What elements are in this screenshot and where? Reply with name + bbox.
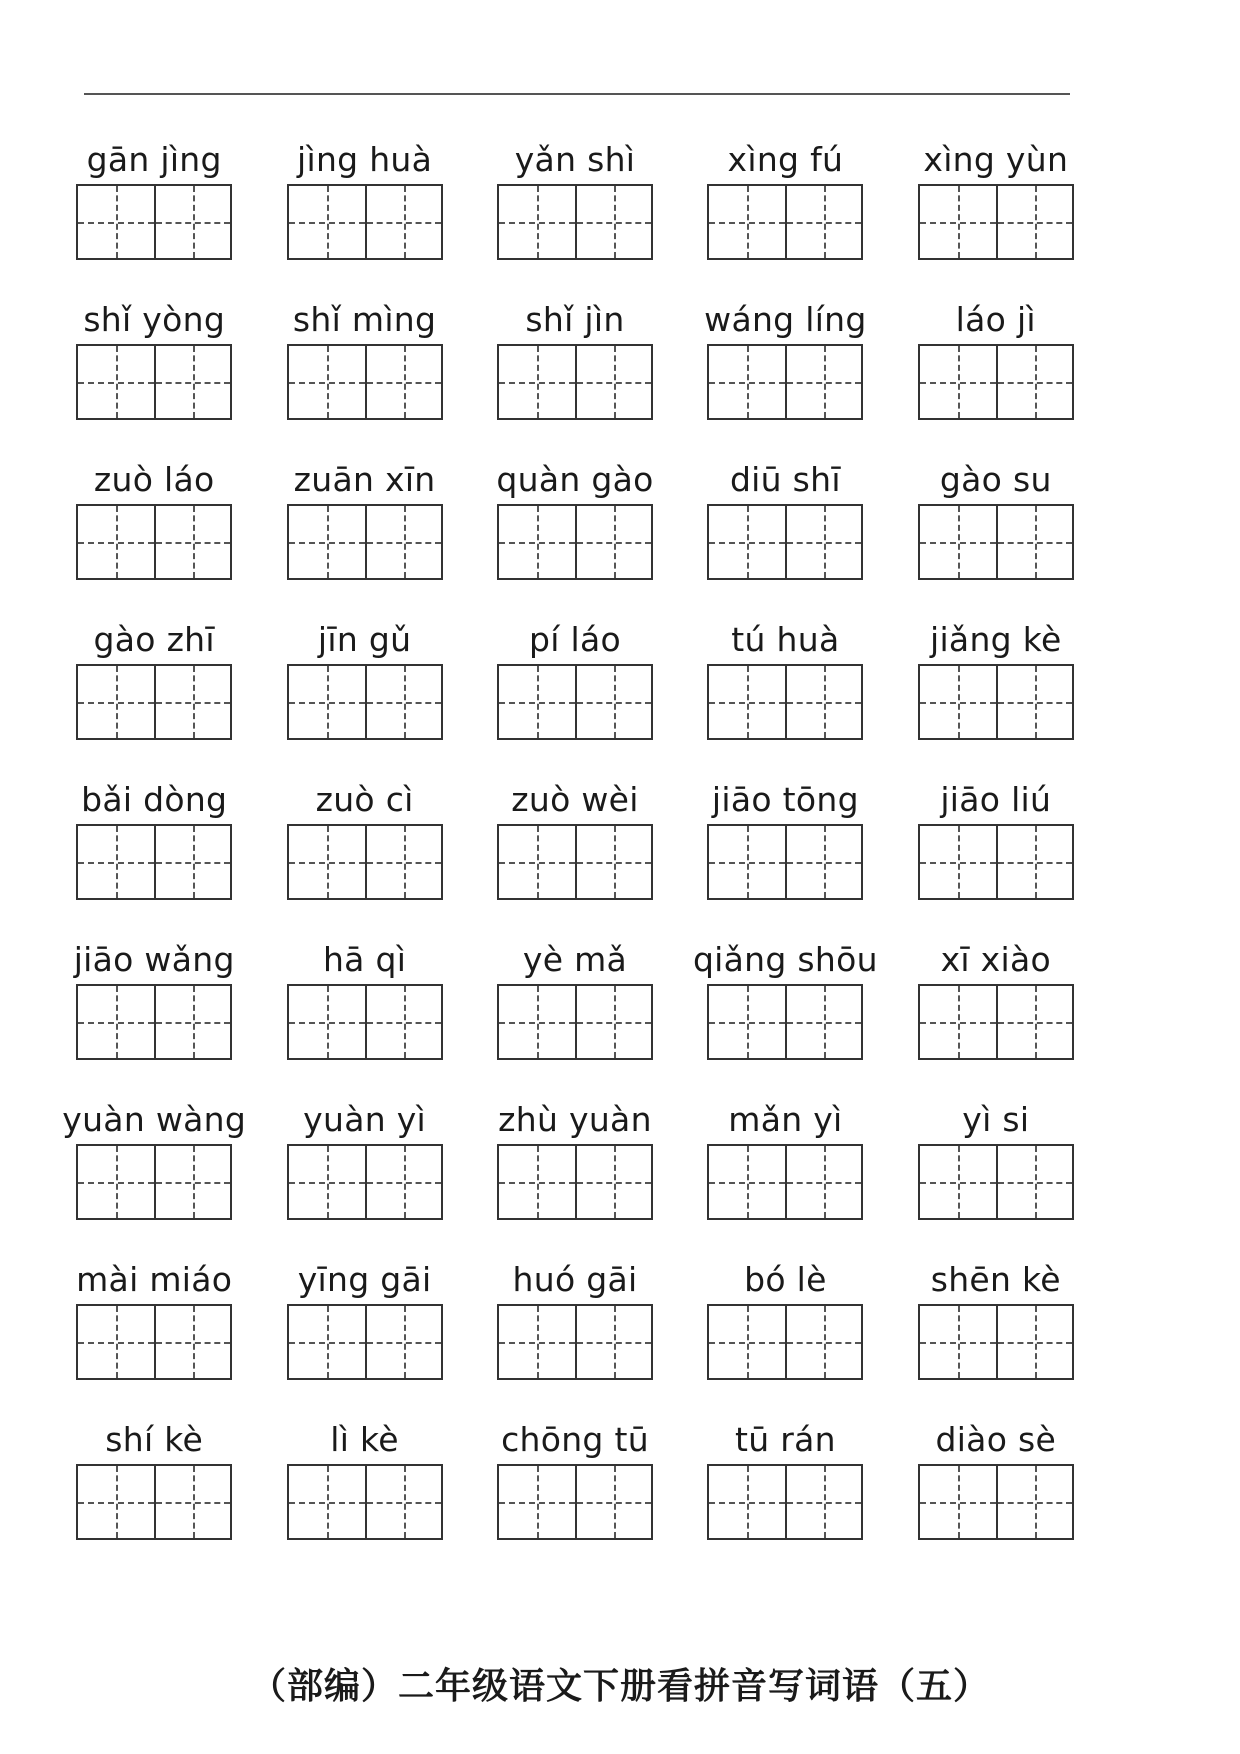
tian-zi-cell[interactable] (365, 346, 441, 418)
writing-grid[interactable] (707, 504, 863, 580)
word-item (691, 300, 879, 420)
writing-grid[interactable] (287, 1464, 443, 1540)
pinyin-label: yì si (962, 1100, 1030, 1139)
tian-zi-cell[interactable] (920, 186, 996, 258)
writing-grid[interactable] (287, 1144, 443, 1220)
pinyin-label: bǎi dòng (81, 780, 228, 819)
tian-zi-cell[interactable] (289, 186, 365, 258)
tian-zi-cell[interactable] (785, 1146, 861, 1218)
tian-zi-cell[interactable] (154, 666, 230, 738)
pinyin-label: wáng líng (704, 300, 867, 339)
tian-zi-cell[interactable] (365, 186, 441, 258)
writing-grid[interactable] (287, 344, 443, 420)
word-item (902, 1100, 1090, 1220)
tian-zi-cell[interactable] (709, 1146, 785, 1218)
pinyin-label: mǎn yì (728, 1100, 843, 1139)
tian-zi-cell[interactable] (78, 506, 154, 578)
tian-zi-cell[interactable] (78, 1306, 154, 1378)
writing-grid[interactable] (918, 984, 1074, 1060)
pinyin-label: zuò wèi (511, 780, 639, 819)
word-item (481, 1260, 669, 1380)
writing-grid[interactable] (918, 664, 1074, 740)
word-item (270, 300, 458, 420)
tian-zi-cell[interactable] (154, 826, 230, 898)
pinyin-label: gān jìng (86, 140, 222, 179)
pinyin-label: láo jì (955, 300, 1036, 339)
tian-zi-cell[interactable] (575, 1146, 651, 1218)
word-row-5 (60, 780, 1090, 900)
tian-zi-cell[interactable] (709, 346, 785, 418)
pinyin-label: jiāo wǎng (73, 940, 235, 979)
writing-grid[interactable] (497, 184, 653, 260)
word-item (902, 1420, 1090, 1540)
tian-zi-cell[interactable] (996, 1466, 1072, 1538)
word-item (691, 140, 879, 260)
word-item (691, 620, 879, 740)
writing-grid[interactable] (918, 824, 1074, 900)
pinyin-label: diū shī (729, 460, 841, 499)
tian-zi-cell[interactable] (499, 1466, 575, 1538)
pinyin-label: yè mǎ (522, 940, 628, 979)
pinyin-label: jiāo tōng (711, 780, 859, 819)
tian-zi-cell[interactable] (996, 186, 1072, 258)
tian-zi-cell[interactable] (996, 506, 1072, 578)
tian-zi-cell[interactable] (499, 346, 575, 418)
word-item (60, 460, 248, 580)
writing-grid[interactable] (76, 824, 232, 900)
word-item (60, 1260, 248, 1380)
tian-zi-cell[interactable] (154, 506, 230, 578)
pinyin-label: zuò cì (315, 780, 414, 819)
tian-zi-cell[interactable] (499, 506, 575, 578)
pinyin-label: yǎn shì (514, 140, 636, 179)
pinyin-label: xìng fú (727, 140, 844, 179)
tian-zi-cell[interactable] (365, 826, 441, 898)
tian-zi-cell[interactable] (154, 186, 230, 258)
word-item (270, 780, 458, 900)
tian-zi-cell[interactable] (289, 666, 365, 738)
tian-zi-cell[interactable] (575, 186, 651, 258)
tian-zi-cell[interactable] (499, 1306, 575, 1378)
pinyin-label: xī xiào (940, 940, 1051, 979)
writing-grid[interactable] (497, 504, 653, 580)
pinyin-label: lì kè (330, 1420, 399, 1459)
writing-grid[interactable] (497, 664, 653, 740)
word-item (481, 620, 669, 740)
word-item (270, 620, 458, 740)
tian-zi-cell[interactable] (499, 186, 575, 258)
tian-zi-cell[interactable] (154, 986, 230, 1058)
word-item (60, 940, 248, 1060)
pinyin-label: gào su (939, 460, 1052, 499)
writing-grid[interactable] (287, 1304, 443, 1380)
writing-grid[interactable] (918, 1464, 1074, 1540)
tian-zi-cell[interactable] (78, 1466, 154, 1538)
tian-zi-cell[interactable] (154, 1466, 230, 1538)
pinyin-label: shí kè (105, 1420, 204, 1459)
tian-zi-cell[interactable] (709, 666, 785, 738)
word-item (60, 620, 248, 740)
pinyin-label: chōng tū (501, 1420, 649, 1459)
word-item (60, 780, 248, 900)
writing-grid[interactable] (707, 664, 863, 740)
tian-zi-cell[interactable] (996, 666, 1072, 738)
pinyin-label: mài miáo (76, 1260, 233, 1299)
tian-zi-cell[interactable] (709, 986, 785, 1058)
writing-grid[interactable] (918, 184, 1074, 260)
pinyin-label: zhù yuàn (498, 1100, 652, 1139)
tian-zi-cell[interactable] (920, 1466, 996, 1538)
tian-zi-cell[interactable] (920, 1146, 996, 1218)
tian-zi-cell[interactable] (575, 826, 651, 898)
tian-zi-cell[interactable] (785, 1306, 861, 1378)
word-item (902, 780, 1090, 900)
word-row-9 (60, 1420, 1090, 1540)
tian-zi-cell[interactable] (785, 1466, 861, 1538)
writing-grid[interactable] (918, 1304, 1074, 1380)
tian-zi-cell[interactable] (920, 506, 996, 578)
tian-zi-cell[interactable] (289, 826, 365, 898)
writing-grid[interactable] (918, 1144, 1074, 1220)
tian-zi-cell[interactable] (920, 986, 996, 1058)
pinyin-label: shǐ jìn (525, 300, 625, 339)
word-item (481, 1420, 669, 1540)
word-item (60, 1420, 248, 1540)
writing-grid[interactable] (918, 504, 1074, 580)
writing-grid[interactable] (707, 824, 863, 900)
tian-zi-cell[interactable] (996, 986, 1072, 1058)
word-item (691, 1260, 879, 1380)
tian-zi-cell[interactable] (289, 1146, 365, 1218)
writing-grid[interactable] (76, 1464, 232, 1540)
word-row-4 (60, 620, 1090, 740)
tian-zi-cell[interactable] (365, 986, 441, 1058)
tian-zi-cell[interactable] (289, 346, 365, 418)
word-item (902, 940, 1090, 1060)
tian-zi-cell[interactable] (78, 346, 154, 418)
tian-zi-cell[interactable] (785, 826, 861, 898)
writing-grid[interactable] (497, 1464, 653, 1540)
pinyin-label: jiǎng kè (930, 620, 1062, 659)
tian-zi-cell[interactable] (78, 826, 154, 898)
tian-zi-cell[interactable] (785, 506, 861, 578)
tian-zi-cell[interactable] (154, 346, 230, 418)
tian-zi-cell[interactable] (575, 986, 651, 1058)
word-item (60, 1100, 248, 1220)
tian-zi-cell[interactable] (575, 666, 651, 738)
pinyin-label: shǐ mìng (292, 300, 437, 339)
tian-zi-cell[interactable] (499, 986, 575, 1058)
writing-grid[interactable] (76, 184, 232, 260)
tian-zi-cell[interactable] (289, 1466, 365, 1538)
pinyin-label: qiǎng shōu (692, 940, 878, 979)
worksheet-title: （部编）二年级语文下册看拼音写词语（五） (249, 1666, 990, 1707)
writing-grid[interactable] (497, 824, 653, 900)
tian-zi-cell[interactable] (365, 1146, 441, 1218)
word-item (902, 460, 1090, 580)
tian-zi-cell[interactable] (996, 1306, 1072, 1378)
word-item (691, 940, 879, 1060)
writing-grid[interactable] (497, 1144, 653, 1220)
tian-zi-cell[interactable] (996, 826, 1072, 898)
pinyin-label: quàn gào (496, 460, 654, 499)
word-item (270, 140, 458, 260)
tian-zi-cell[interactable] (709, 186, 785, 258)
tian-zi-cell[interactable] (785, 986, 861, 1058)
tian-zi-cell[interactable] (365, 1306, 441, 1378)
pinyin-label: diào sè (935, 1420, 1057, 1459)
tian-zi-cell[interactable] (365, 1466, 441, 1538)
tian-zi-cell[interactable] (785, 666, 861, 738)
pinyin-label: shǐ yòng (83, 300, 226, 339)
tian-zi-cell[interactable] (154, 1306, 230, 1378)
pinyin-label: xìng yùn (923, 140, 1069, 179)
writing-grid[interactable] (707, 344, 863, 420)
writing-grid[interactable] (497, 984, 653, 1060)
pinyin-label: yuàn wàng (62, 1100, 247, 1139)
tian-zi-cell[interactable] (78, 1146, 154, 1218)
writing-grid[interactable] (76, 1144, 232, 1220)
word-item (270, 1260, 458, 1380)
writing-grid[interactable] (918, 344, 1074, 420)
tian-zi-cell[interactable] (920, 1306, 996, 1378)
word-row-3 (60, 460, 1090, 580)
writing-grid[interactable] (287, 984, 443, 1060)
tian-zi-cell[interactable] (575, 1306, 651, 1378)
word-item (902, 620, 1090, 740)
tian-zi-cell[interactable] (78, 186, 154, 258)
writing-grid[interactable] (76, 984, 232, 1060)
tian-zi-cell[interactable] (499, 1146, 575, 1218)
tian-zi-cell[interactable] (575, 1466, 651, 1538)
tian-zi-cell[interactable] (996, 1146, 1072, 1218)
word-item (481, 460, 669, 580)
word-row-8 (60, 1260, 1090, 1380)
writing-grid[interactable] (287, 184, 443, 260)
writing-grid[interactable] (707, 1304, 863, 1380)
writing-grid[interactable] (76, 504, 232, 580)
tian-zi-cell[interactable] (785, 186, 861, 258)
word-row-2 (60, 300, 1090, 420)
word-item (60, 300, 248, 420)
tian-zi-cell[interactable] (920, 346, 996, 418)
word-row-7 (60, 1100, 1090, 1220)
word-item (481, 780, 669, 900)
tian-zi-cell[interactable] (365, 506, 441, 578)
pinyin-label: yīng gāi (297, 1260, 432, 1299)
pinyin-label: jìng huà (297, 140, 433, 179)
pinyin-label: tū rán (734, 1420, 836, 1459)
writing-grid[interactable] (707, 1464, 863, 1540)
word-item (691, 1100, 879, 1220)
writing-grid[interactable] (497, 344, 653, 420)
word-item (481, 140, 669, 260)
writing-grid[interactable] (287, 504, 443, 580)
word-item (902, 300, 1090, 420)
writing-grid[interactable] (76, 664, 232, 740)
pinyin-label: tú huà (731, 620, 840, 659)
word-item (481, 940, 669, 1060)
pinyin-label: gào zhī (93, 620, 215, 659)
word-item (481, 1100, 669, 1220)
word-item (60, 140, 248, 260)
writing-grid[interactable] (707, 1144, 863, 1220)
pinyin-label: jiāo liú (940, 780, 1052, 819)
word-row-6 (60, 940, 1090, 1060)
tian-zi-cell[interactable] (289, 506, 365, 578)
word-item (270, 1100, 458, 1220)
writing-grid[interactable] (287, 824, 443, 900)
writing-grid[interactable] (287, 664, 443, 740)
pinyin-label: shēn kè (930, 1260, 1061, 1299)
pinyin-label: jīn gǔ (317, 620, 412, 659)
tian-zi-cell[interactable] (920, 826, 996, 898)
writing-grid[interactable] (497, 1304, 653, 1380)
tian-zi-cell[interactable] (289, 986, 365, 1058)
tian-zi-cell[interactable] (709, 506, 785, 578)
word-item (270, 1420, 458, 1540)
word-item (481, 300, 669, 420)
tian-zi-cell[interactable] (289, 1306, 365, 1378)
word-item (691, 460, 879, 580)
pinyin-label: bó lè (744, 1260, 827, 1299)
tian-zi-cell[interactable] (575, 346, 651, 418)
word-item (902, 1260, 1090, 1380)
pinyin-label: hā qì (322, 940, 407, 979)
word-item (270, 460, 458, 580)
writing-grid[interactable] (707, 984, 863, 1060)
pinyin-label: pí láo (528, 620, 621, 659)
tian-zi-cell[interactable] (709, 826, 785, 898)
tian-zi-cell[interactable] (78, 986, 154, 1058)
tian-zi-cell[interactable] (709, 1306, 785, 1378)
tian-zi-cell[interactable] (996, 346, 1072, 418)
word-item (270, 940, 458, 1060)
tian-zi-cell[interactable] (575, 506, 651, 578)
tian-zi-cell[interactable] (78, 666, 154, 738)
writing-grid[interactable] (707, 184, 863, 260)
pinyin-label: zuān xīn (293, 460, 436, 499)
tian-zi-cell[interactable] (499, 666, 575, 738)
writing-grid[interactable] (76, 1304, 232, 1380)
tian-zi-cell[interactable] (920, 666, 996, 738)
pinyin-label: zuò láo (93, 460, 215, 499)
writing-grid[interactable] (76, 344, 232, 420)
pinyin-label: huó gāi (512, 1260, 638, 1299)
tian-zi-cell[interactable] (785, 346, 861, 418)
word-item (902, 140, 1090, 260)
word-item (691, 1420, 879, 1540)
tian-zi-cell[interactable] (154, 1146, 230, 1218)
tian-zi-cell[interactable] (499, 826, 575, 898)
tian-zi-cell[interactable] (709, 1466, 785, 1538)
word-item (691, 780, 879, 900)
pinyin-label: yuàn yì (303, 1100, 427, 1139)
tian-zi-cell[interactable] (365, 666, 441, 738)
word-row-1 (60, 140, 1090, 260)
